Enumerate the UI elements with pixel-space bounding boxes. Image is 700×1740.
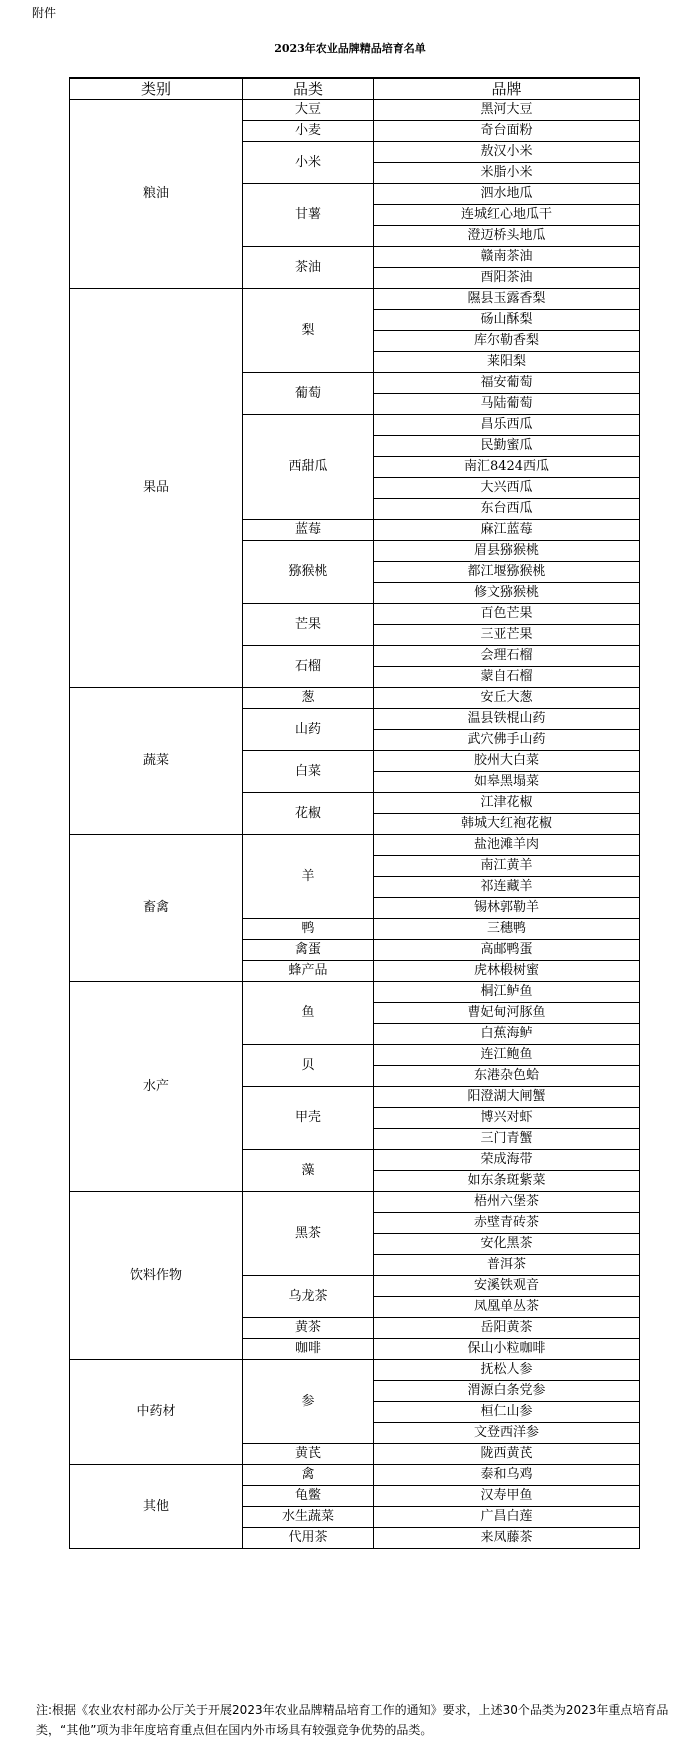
brand-cell: 修文猕猴桃	[374, 583, 640, 604]
subcategory-cell: 蜂产品	[243, 961, 374, 982]
brand-cell: 梧州六堡茶	[374, 1192, 640, 1213]
brand-cell: 泗水地瓜	[374, 184, 640, 205]
table-row	[70, 835, 640, 856]
brand-cell: 民勤蜜瓜	[374, 436, 640, 457]
subcategory-cell: 禽蛋	[243, 940, 374, 961]
brand-cell: 连城红心地瓜干	[374, 205, 640, 226]
brand-cell: 泰和乌鸡	[374, 1465, 640, 1486]
brand-cell: 韩城大红袍花椒	[374, 814, 640, 835]
subcategory-cell: 参	[243, 1360, 374, 1444]
brand-cell: 三穗鸭	[374, 919, 640, 940]
brand-cell: 都江堰猕猴桃	[374, 562, 640, 583]
brand-cell: 岳阳黄茶	[374, 1318, 640, 1339]
brand-cell: 盐池滩羊肉	[374, 835, 640, 856]
brand-cell: 阳澄湖大闸蟹	[374, 1087, 640, 1108]
column-header-subcategory: 品类	[243, 78, 374, 100]
subcategory-cell: 贝	[243, 1045, 374, 1087]
category-cell: 畜禽	[70, 835, 243, 982]
column-header-category: 类别	[70, 78, 243, 100]
brand-cell: 曹妃甸河豚鱼	[374, 1003, 640, 1024]
table-body	[70, 100, 640, 1549]
brand-cell: 南江黄羊	[374, 856, 640, 877]
brand-cell: 隰县玉露香梨	[374, 289, 640, 310]
subcategory-cell: 乌龙茶	[243, 1276, 374, 1318]
brand-cell: 如皋黑塌菜	[374, 772, 640, 793]
brand-cell: 渭源白条党参	[374, 1381, 640, 1402]
brand-cell: 马陆葡萄	[374, 394, 640, 415]
brand-cell: 祁连藏羊	[374, 877, 640, 898]
subcategory-cell: 咖啡	[243, 1339, 374, 1360]
brand-cell: 文登西洋参	[374, 1423, 640, 1444]
brand-cell: 白蕉海鲈	[374, 1024, 640, 1045]
brand-cell: 砀山酥梨	[374, 310, 640, 331]
subcategory-cell: 茶油	[243, 247, 374, 289]
brand-cell: 胶州大白菜	[374, 751, 640, 772]
subcategory-cell: 小米	[243, 142, 374, 184]
subcategory-cell: 代用茶	[243, 1528, 374, 1549]
brand-cell: 奇台面粉	[374, 121, 640, 142]
brand-cell: 锡林郭勒羊	[374, 898, 640, 919]
brand-cell: 百色芒果	[374, 604, 640, 625]
brand-cell: 广昌白莲	[374, 1507, 640, 1528]
subcategory-cell: 黑茶	[243, 1192, 374, 1276]
brand-cell: 如东条斑紫菜	[374, 1171, 640, 1192]
brand-cell: 武穴佛手山药	[374, 730, 640, 751]
subcategory-cell: 藻	[243, 1150, 374, 1192]
brand-cell: 昌乐西瓜	[374, 415, 640, 436]
table-row	[70, 1192, 640, 1213]
table-row	[70, 688, 640, 709]
subcategory-cell: 梨	[243, 289, 374, 373]
subcategory-cell: 葡萄	[243, 373, 374, 415]
category-cell: 其他	[70, 1465, 243, 1549]
brand-cell: 汉寿甲鱼	[374, 1486, 640, 1507]
brand-table	[69, 77, 640, 1549]
table-row	[70, 1465, 640, 1486]
brand-cell: 麻江蓝莓	[374, 520, 640, 541]
column-header-brand: 品牌	[374, 78, 640, 100]
brand-cell: 澄迈桥头地瓜	[374, 226, 640, 247]
subcategory-cell: 甲壳	[243, 1087, 374, 1150]
brand-cell: 抚松人参	[374, 1360, 640, 1381]
brand-cell: 陇西黄芪	[374, 1444, 640, 1465]
footnote: 注:根据《农业农村部办公厅关于开展2023年农业品牌精品培育工作的通知》要求，上述30个品类为2023年重点培育品类，“其他”项为非年度培育重点但在国内外市场具有较强竞争优势的品类。	[36, 1703, 669, 1737]
brand-cell: 连江鲍鱼	[374, 1045, 640, 1066]
brand-cell: 眉县猕猴桃	[374, 541, 640, 562]
category-cell: 蔬菜	[70, 688, 243, 835]
table-row	[70, 982, 640, 1003]
subcategory-cell: 龟鳖	[243, 1486, 374, 1507]
subcategory-cell: 猕猴桃	[243, 541, 374, 604]
subcategory-cell: 禽	[243, 1465, 374, 1486]
brand-cell: 荣成海带	[374, 1150, 640, 1171]
brand-cell: 赣南茶油	[374, 247, 640, 268]
brand-cell: 南汇8424西瓜	[374, 457, 640, 478]
subcategory-cell: 西甜瓜	[243, 415, 374, 520]
brand-cell: 普洱茶	[374, 1255, 640, 1276]
subcategory-cell: 羊	[243, 835, 374, 919]
brand-cell: 莱阳梨	[374, 352, 640, 373]
subcategory-cell: 大豆	[243, 100, 374, 121]
document-title: 2023年农业品牌精品培育名单	[274, 42, 426, 55]
brand-cell: 保山小粒咖啡	[374, 1339, 640, 1360]
subcategory-cell: 芒果	[243, 604, 374, 646]
brand-cell: 凤凰单丛茶	[374, 1297, 640, 1318]
brand-cell: 酉阳茶油	[374, 268, 640, 289]
subcategory-cell: 水生蔬菜	[243, 1507, 374, 1528]
brand-cell: 会理石榴	[374, 646, 640, 667]
brand-cell: 桐江鲈鱼	[374, 982, 640, 1003]
brand-cell: 安溪铁观音	[374, 1276, 640, 1297]
subcategory-cell: 甘薯	[243, 184, 374, 247]
brand-cell: 福安葡萄	[374, 373, 640, 394]
brand-cell: 虎林椴树蜜	[374, 961, 640, 982]
brand-cell: 博兴对虾	[374, 1108, 640, 1129]
brand-cell: 东港杂色蛤	[374, 1066, 640, 1087]
brand-cell: 高邮鸭蛋	[374, 940, 640, 961]
subcategory-cell: 花椒	[243, 793, 374, 835]
brand-cell: 来凤藤茶	[374, 1528, 640, 1549]
subcategory-cell: 鱼	[243, 982, 374, 1045]
table-row	[70, 1360, 640, 1381]
brand-cell: 桓仁山参	[374, 1402, 640, 1423]
brand-cell: 黑河大豆	[374, 100, 640, 121]
subcategory-cell: 黄芪	[243, 1444, 374, 1465]
brand-cell: 库尔勒香梨	[374, 331, 640, 352]
category-cell: 中药材	[70, 1360, 243, 1465]
subcategory-cell: 鸭	[243, 919, 374, 940]
brand-cell: 敖汉小米	[374, 142, 640, 163]
brand-cell: 江津花椒	[374, 793, 640, 814]
brand-cell: 蒙自石榴	[374, 667, 640, 688]
table-row	[70, 289, 640, 310]
brand-cell: 三门青蟹	[374, 1129, 640, 1150]
brand-cell: 温县铁棍山药	[374, 709, 640, 730]
subcategory-cell: 蓝莓	[243, 520, 374, 541]
brand-cell: 安丘大葱	[374, 688, 640, 709]
table-row	[70, 100, 640, 121]
attachment-label: 附件	[32, 6, 57, 20]
category-cell: 饮料作物	[70, 1192, 243, 1360]
table-header-row	[70, 78, 640, 100]
brand-cell: 米脂小米	[374, 163, 640, 184]
brand-cell: 安化黑茶	[374, 1234, 640, 1255]
subcategory-cell: 山药	[243, 709, 374, 751]
subcategory-cell: 黄茶	[243, 1318, 374, 1339]
subcategory-cell: 白菜	[243, 751, 374, 793]
subcategory-cell: 石榴	[243, 646, 374, 688]
brand-cell: 赤壁青砖茶	[374, 1213, 640, 1234]
category-cell: 果品	[70, 289, 243, 688]
brand-cell: 东台西瓜	[374, 499, 640, 520]
category-cell: 粮油	[70, 100, 243, 289]
brand-cell: 三亚芒果	[374, 625, 640, 646]
subcategory-cell: 葱	[243, 688, 374, 709]
brand-cell: 大兴西瓜	[374, 478, 640, 499]
category-cell: 水产	[70, 982, 243, 1192]
subcategory-cell: 小麦	[243, 121, 374, 142]
